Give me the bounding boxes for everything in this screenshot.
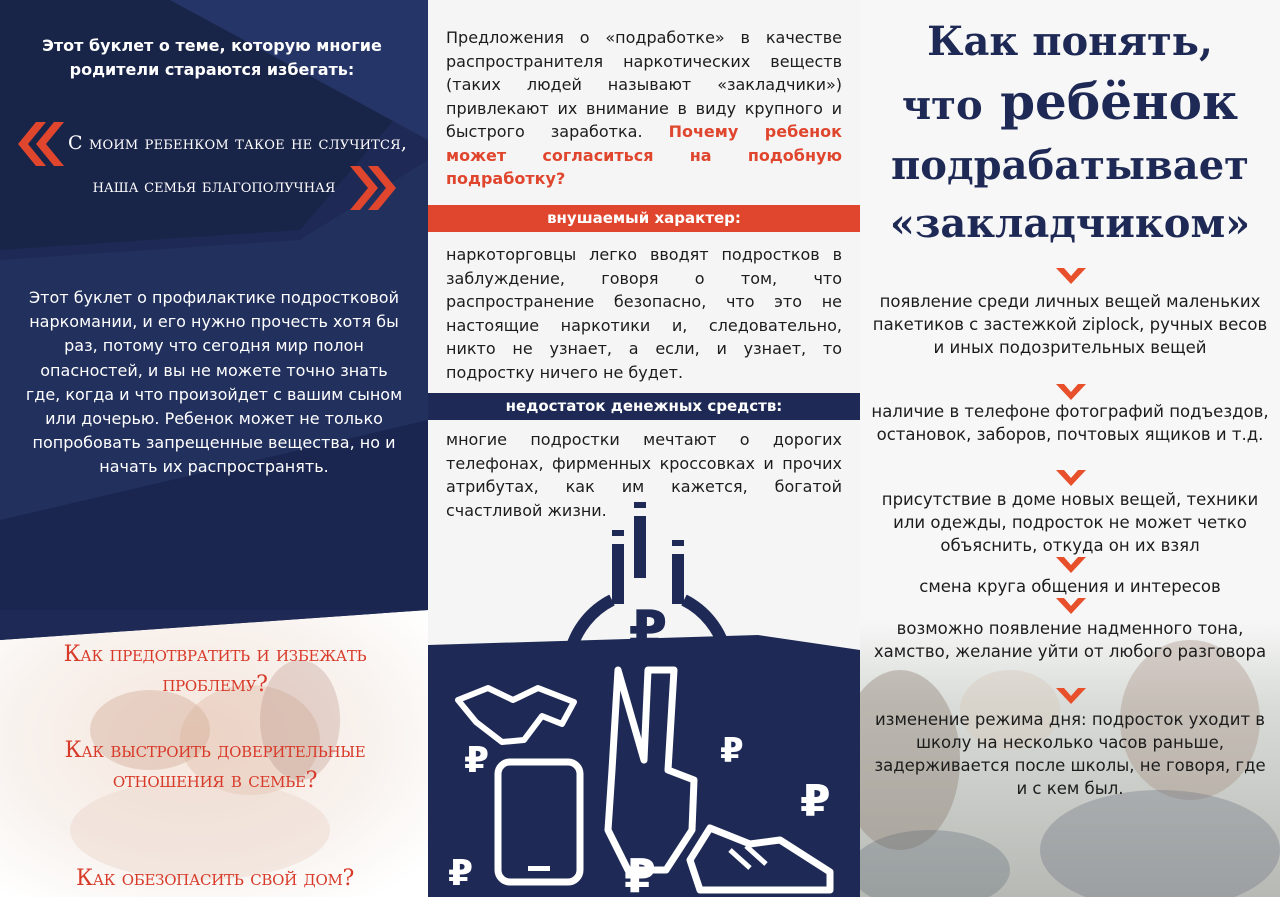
question-prevent: Как предотвратить и избежать проблему?: [63, 642, 367, 697]
title-line-2: [860, 72, 1280, 131]
right-panel: [860, 0, 1280, 897]
reason-text-suggestible: наркоторговцы легко вводят подростков в заблуждение, говоря о том, что распространение безопасно, что это не настоящие наркотики и, следовательно, никто не узнает, а если, и узнает, то подростку ничего не будет.: [446, 245, 842, 382]
reason-bar-suggestible: внушаемый характер:: [428, 205, 860, 232]
sign-item: присутствие в доме новых вещей, техники или одежды, подросток не может четко объяснить, откуда он их взял: [881, 490, 1259, 555]
body-text: Этот буклет о профилактике подростковой наркомании, и его нужно прочесть хотя бы раз, потому что сегодня мир полон опасностей, и вы не можете точно знать где, когда и что произойдет с вашим сыном или дочерью. Ребенок может не только попробовать запрещенные вещества, но и начать их распространять.: [25, 288, 403, 477]
sign-item: появление среди личных вещей маленьких пакетиков с застежкой ziplock, ручных весов и иных подозрительных вещей: [872, 292, 1268, 357]
reason-text-money: многие подростки мечтают о дорогих телефонах, фирменных кроссовках и прочих атрибутах, как им кажется, богатой счастливой жизни.: [446, 430, 842, 520]
chevron-down-icon: [1056, 268, 1086, 286]
chevron-down-icon: [1056, 557, 1086, 575]
intro-text: Этот буклет о теме, которую многие родители стараются избегать:: [42, 36, 382, 79]
ruble-icon: ₽: [448, 853, 474, 894]
ruble-icon: ₽: [720, 731, 744, 771]
chevron-down-icon: [1056, 598, 1086, 616]
intro-text: Предложения о «подработке» в качестве распространителя наркотических веществ (таких людей называют «закладчики») привлекают их внимание в виду крупного и быстрого заработка.: [446, 28, 842, 141]
intro-paragraph: [446, 26, 842, 191]
title-line-3: подрабатывает: [891, 142, 1249, 189]
sign-item: изменение режима дня: подросток уходит в школу на несколько часов раньше, задерживается после школы, не говоря, где и с кем был.: [874, 710, 1266, 798]
quote-block: [14, 122, 418, 218]
quote-close-icon: [350, 166, 400, 210]
title-line-1: Как понять,: [927, 18, 1213, 65]
title-line-4: «закладчиком»: [889, 200, 1251, 247]
sign-item: наличие в телефоне фотографий подъездов, остановок, заборов, почтовых ящиков и т.д.: [871, 402, 1269, 444]
title-line-2-b: ребёнок: [1000, 72, 1239, 131]
quote-line-1: С моим ребенком такое не случится,: [68, 132, 408, 154]
ruble-icon: ₽: [624, 849, 657, 897]
ruble-icon: ₽: [464, 740, 490, 781]
chevron-down-icon: [1056, 470, 1086, 488]
question-trust: Как выстроить доверительные отношения в семье?: [64, 738, 366, 793]
left-panel: [0, 0, 428, 897]
quote-line-2: наша семья благополучная: [92, 176, 336, 197]
sign-item: смена круга общения и интересов: [919, 577, 1221, 596]
question-home: Как обезопасить свой дом?: [75, 866, 355, 891]
reason-bar-money: недостаток денежных средств:: [428, 393, 860, 420]
sign-item: возможно появление надменного тона, хамство, желание уйти от любого разговора: [873, 619, 1267, 661]
chevron-down-icon: [1056, 688, 1086, 706]
intro-question: Почему ребенок может согласиться на подобную подработку?: [446, 122, 842, 188]
middle-panel: [428, 0, 860, 897]
money-icons-graphic: [428, 500, 860, 897]
ruble-icon: ₽: [800, 776, 831, 827]
title-line-2-a: что: [901, 82, 983, 129]
quote-open-icon: [14, 122, 64, 166]
svg-text:₽: ₽: [628, 599, 668, 664]
